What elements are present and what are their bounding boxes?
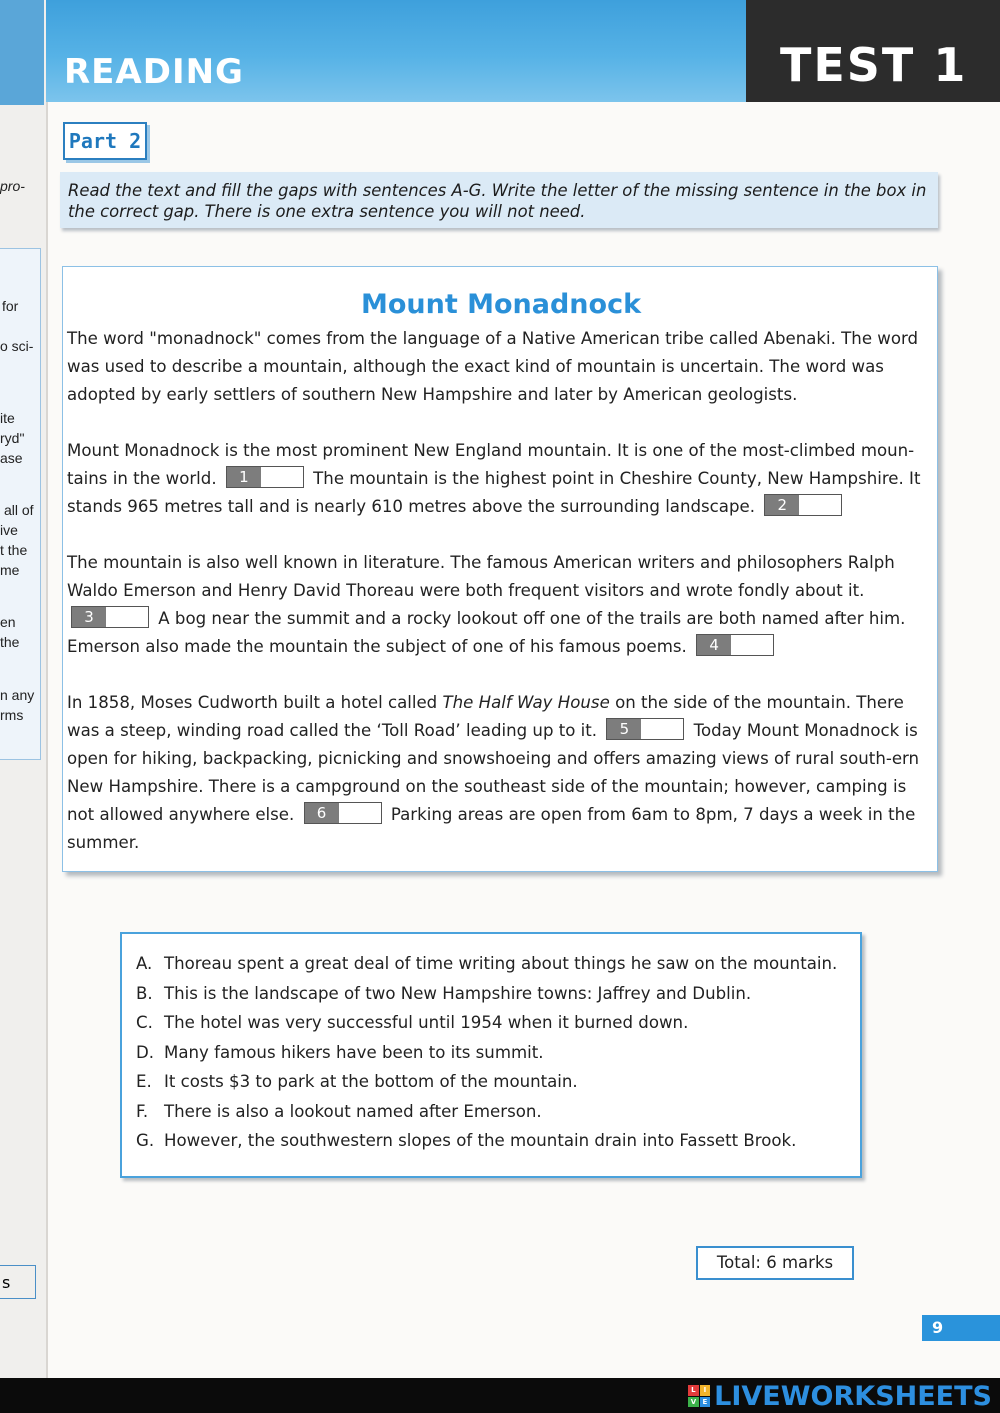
instructions-text: Read the text and fill the gaps with sentences A-G. Write the letter of the missing sentence in the box in the correct gap. There is one extra sentence you will not need.	[68, 181, 927, 221]
gap-input-2[interactable]	[764, 494, 842, 516]
previous-page-fragment: o sci-	[0, 338, 34, 354]
logo-letter: I	[700, 1385, 711, 1396]
previous-page-fragment: for	[2, 298, 19, 314]
gap-input-3[interactable]	[71, 606, 149, 628]
gap-input-4[interactable]	[696, 634, 774, 656]
previous-page-fragment: t the	[0, 542, 28, 558]
gap-number: 1	[227, 467, 261, 487]
option-text: It costs $3 to park at the bottom of the mountain.	[164, 1072, 578, 1091]
paragraph-text: The word "monadnock" comes from the language of a Native American tribe called Abenaki. The word was used to describe a mountain, although the exact kind of mountain is uncertain. The word was adopted by early settlers of southern New Hampshire and later by American geologists.	[67, 329, 919, 404]
paragraph-text: In 1858, Moses Cudworth built a hotel called	[67, 693, 438, 712]
paragraph-3	[67, 549, 933, 661]
option-text: The hotel was very successful until 1954 when it burned down.	[164, 1013, 689, 1032]
instructions-box	[60, 172, 938, 228]
section-title: READING	[64, 52, 244, 92]
option-text: Thoreau spent a great deal of time writing about things he saw on the mountain.	[164, 954, 838, 973]
option-text: This is the landscape of two New Hampshire towns: Jaffrey and Dublin.	[164, 984, 752, 1003]
previous-page-fragment: all of	[4, 502, 34, 518]
gap-number: 2	[765, 495, 799, 515]
previous-page-box	[0, 1265, 36, 1299]
paragraph-text: on the side of the mountain. There was a steep, winding road called the ‘Toll Road’ leading up to it.	[67, 693, 904, 740]
logo-letter: E	[700, 1397, 711, 1408]
paragraph-text: The mountain is also well known in literature. The famous American writers and philosophers Ralph Waldo Emerson and Henry David Thoreau were both frequent visitors and wrote fondly about it.	[67, 553, 895, 600]
paragraph-2	[67, 437, 933, 521]
previous-page-fragment: ryd"	[0, 430, 25, 446]
option-b	[136, 984, 751, 1003]
previous-page-header-strip	[0, 0, 44, 105]
part-label: Part 2	[68, 129, 142, 153]
test-title: TEST 1	[780, 38, 968, 92]
previous-page-fragment: the	[0, 634, 20, 650]
option-letter: D.	[136, 1043, 155, 1062]
part-badge	[63, 122, 147, 160]
gap-number: 5	[607, 719, 641, 739]
logo-letter: L	[688, 1385, 699, 1396]
gap-number: 6	[305, 803, 339, 823]
total-marks: Total: 6 marks	[696, 1246, 854, 1280]
option-text: There is also a lookout named after Emerson.	[164, 1102, 542, 1121]
option-text: However, the southwestern slopes of the mountain drain into Fassett Brook.	[164, 1131, 797, 1150]
previous-page-fragment: n any	[0, 687, 35, 703]
paragraph-4	[67, 689, 933, 857]
gap-input-6[interactable]	[304, 802, 382, 824]
option-a	[136, 954, 837, 973]
option-letter: A.	[136, 954, 153, 973]
gap-number: 4	[697, 635, 731, 655]
liveworksheets-watermark	[688, 1380, 992, 1412]
previous-page-fragment: ite	[0, 410, 15, 426]
paragraph-text: The mountain is the highest point in Cheshire County, New Hampshire. It stands 965 metres tall and is nearly 610 metres above the surrounding landscape.	[67, 469, 921, 516]
previous-page-fragment: s	[2, 1273, 11, 1292]
paragraph-text: Parking areas are open from 6am to 8pm, 7 days a week in the summer.	[67, 805, 916, 852]
previous-page-fragment: ase	[0, 450, 23, 466]
option-letter: C.	[136, 1013, 153, 1032]
article-title: Mount Monadnock	[360, 289, 642, 320]
previous-page-fragment: ive	[0, 522, 18, 538]
sentence-options-box	[120, 932, 862, 1178]
gap-input-1[interactable]	[226, 466, 304, 488]
watermark-text: LIVEWORKSHEETS	[714, 1380, 992, 1412]
option-letter: E.	[136, 1072, 152, 1091]
option-f	[136, 1102, 542, 1121]
previous-page-fragment: en	[0, 614, 16, 630]
gap-input-5[interactable]	[606, 718, 684, 740]
option-g	[136, 1131, 796, 1150]
option-d	[136, 1043, 544, 1062]
option-letter: F.	[136, 1102, 149, 1121]
previous-page-fragment: rms	[0, 707, 24, 723]
option-letter: B.	[136, 984, 153, 1003]
paragraph-text: Today Mount Monadnock is open for hiking, backpacking, picnicking and snowshoeing and offers amazing views of rural south-ern New Hampshire. There is a campground on the southeast side of the mountain; however, camping is not allowed anywhere else.	[67, 721, 920, 824]
previous-page-fragment: pro-	[0, 178, 25, 194]
page-number: 9	[922, 1315, 1000, 1341]
paragraph-text: A bog near the summit and a rocky lookout off one of the trails are both named after him. Emerson also made the mountain the subject of one of his famous poems.	[67, 609, 906, 656]
logo-letter: V	[688, 1397, 699, 1408]
gap-number: 3	[72, 607, 106, 627]
option-e	[136, 1072, 578, 1091]
option-c	[136, 1013, 688, 1032]
previous-page-edge	[0, 0, 48, 1380]
liveworksheets-logo-icon	[688, 1385, 710, 1407]
option-letter: G.	[136, 1131, 155, 1150]
hotel-name: The Half Way House	[442, 693, 610, 712]
option-text: Many famous hikers have been to its summit.	[164, 1043, 544, 1062]
paragraph-1	[67, 325, 933, 409]
reading-text-box	[62, 266, 938, 872]
paragraph-text: Mount Monadnock is the most prominent New England mountain. It is one of the most-climbed moun-tains in the world.	[67, 441, 915, 488]
previous-page-fragment: me	[0, 562, 20, 578]
